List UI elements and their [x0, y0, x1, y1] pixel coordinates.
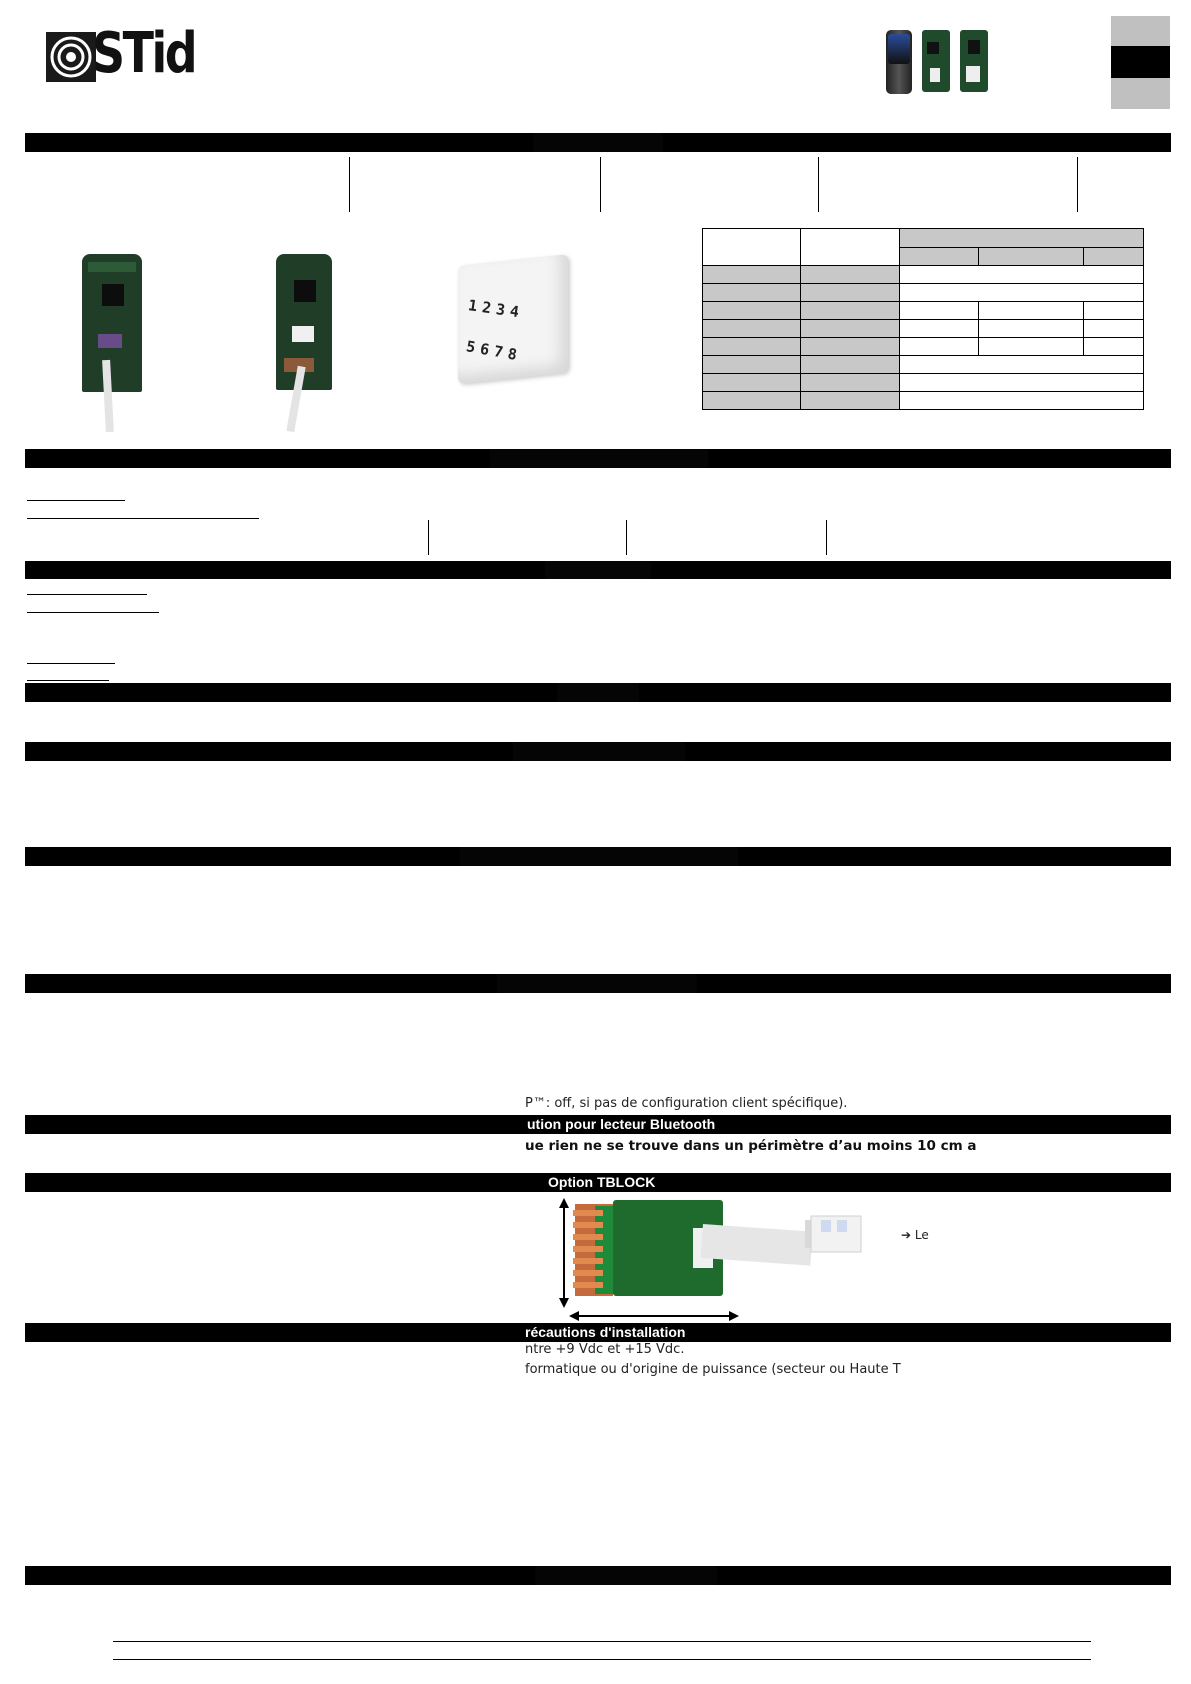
- option-tblock-title: Option TBLOCK: [548, 1174, 656, 1190]
- pin-1: 1: [467, 296, 484, 316]
- pin-2: 2: [480, 298, 498, 318]
- footer-rule: [113, 1641, 1091, 1642]
- product-reader-image: [886, 30, 912, 94]
- product-pcb-image: [922, 30, 950, 92]
- bluetooth-warning-text: ue rien ne se trouve dans un périmètre d’au moins 10 cm a: [525, 1138, 977, 1154]
- column-divider: [349, 157, 350, 212]
- section-bar: [25, 742, 1171, 761]
- section-bar: [25, 133, 1171, 152]
- section-bar: [25, 974, 1171, 993]
- pin-8: 8: [506, 344, 524, 365]
- section-bar: [25, 1566, 1171, 1585]
- page-tab-indicator: [1111, 16, 1170, 109]
- column-divider: [626, 520, 627, 555]
- tblock-photo: [553, 1198, 929, 1322]
- pin-4: 4: [508, 302, 526, 322]
- underline: [27, 612, 159, 613]
- logo-wordmark: STid: [92, 21, 196, 86]
- column-divider: [600, 157, 601, 212]
- option-tblock-bar: [25, 1173, 1171, 1192]
- underline: [27, 663, 115, 664]
- underline: [27, 518, 259, 519]
- bluetooth-warning-bar: [25, 1115, 1171, 1134]
- pin-7: 7: [492, 342, 510, 363]
- column-divider: [826, 520, 827, 555]
- underline: [27, 680, 109, 681]
- voltage-text: ntre +9 Vdc et +15 Vdc.: [525, 1342, 685, 1357]
- column-divider: [818, 157, 819, 212]
- section-bar: [25, 561, 1171, 579]
- section-bar: [25, 847, 1171, 866]
- section-bar: [25, 683, 1171, 702]
- pin-5: 5: [464, 337, 482, 358]
- section-bar: [25, 449, 1171, 468]
- tblock-side-label: ➔ Le: [901, 1228, 929, 1242]
- underline: [27, 500, 125, 501]
- power-text: formatique ou d'origine de puissance (secteur ou Haute T: [525, 1362, 901, 1377]
- underline: [27, 594, 147, 595]
- bluetooth-warning-title: ution pour lecteur Bluetooth: [527, 1116, 716, 1132]
- pinout-table: [702, 228, 1144, 410]
- footer-rule: [113, 1659, 1091, 1660]
- installation-bar: [25, 1323, 1171, 1342]
- product-pcb-image: [960, 30, 988, 92]
- configuration-text: P™: off, si pas de configuration client spécifique).: [525, 1096, 848, 1111]
- pin-3: 3: [494, 300, 512, 320]
- pin-6: 6: [478, 339, 496, 360]
- installation-title: récautions d'installation: [525, 1324, 686, 1340]
- pcb-photo: [82, 254, 142, 392]
- column-divider: [428, 520, 429, 555]
- column-divider: [1077, 157, 1078, 212]
- connector-photo: [458, 260, 576, 390]
